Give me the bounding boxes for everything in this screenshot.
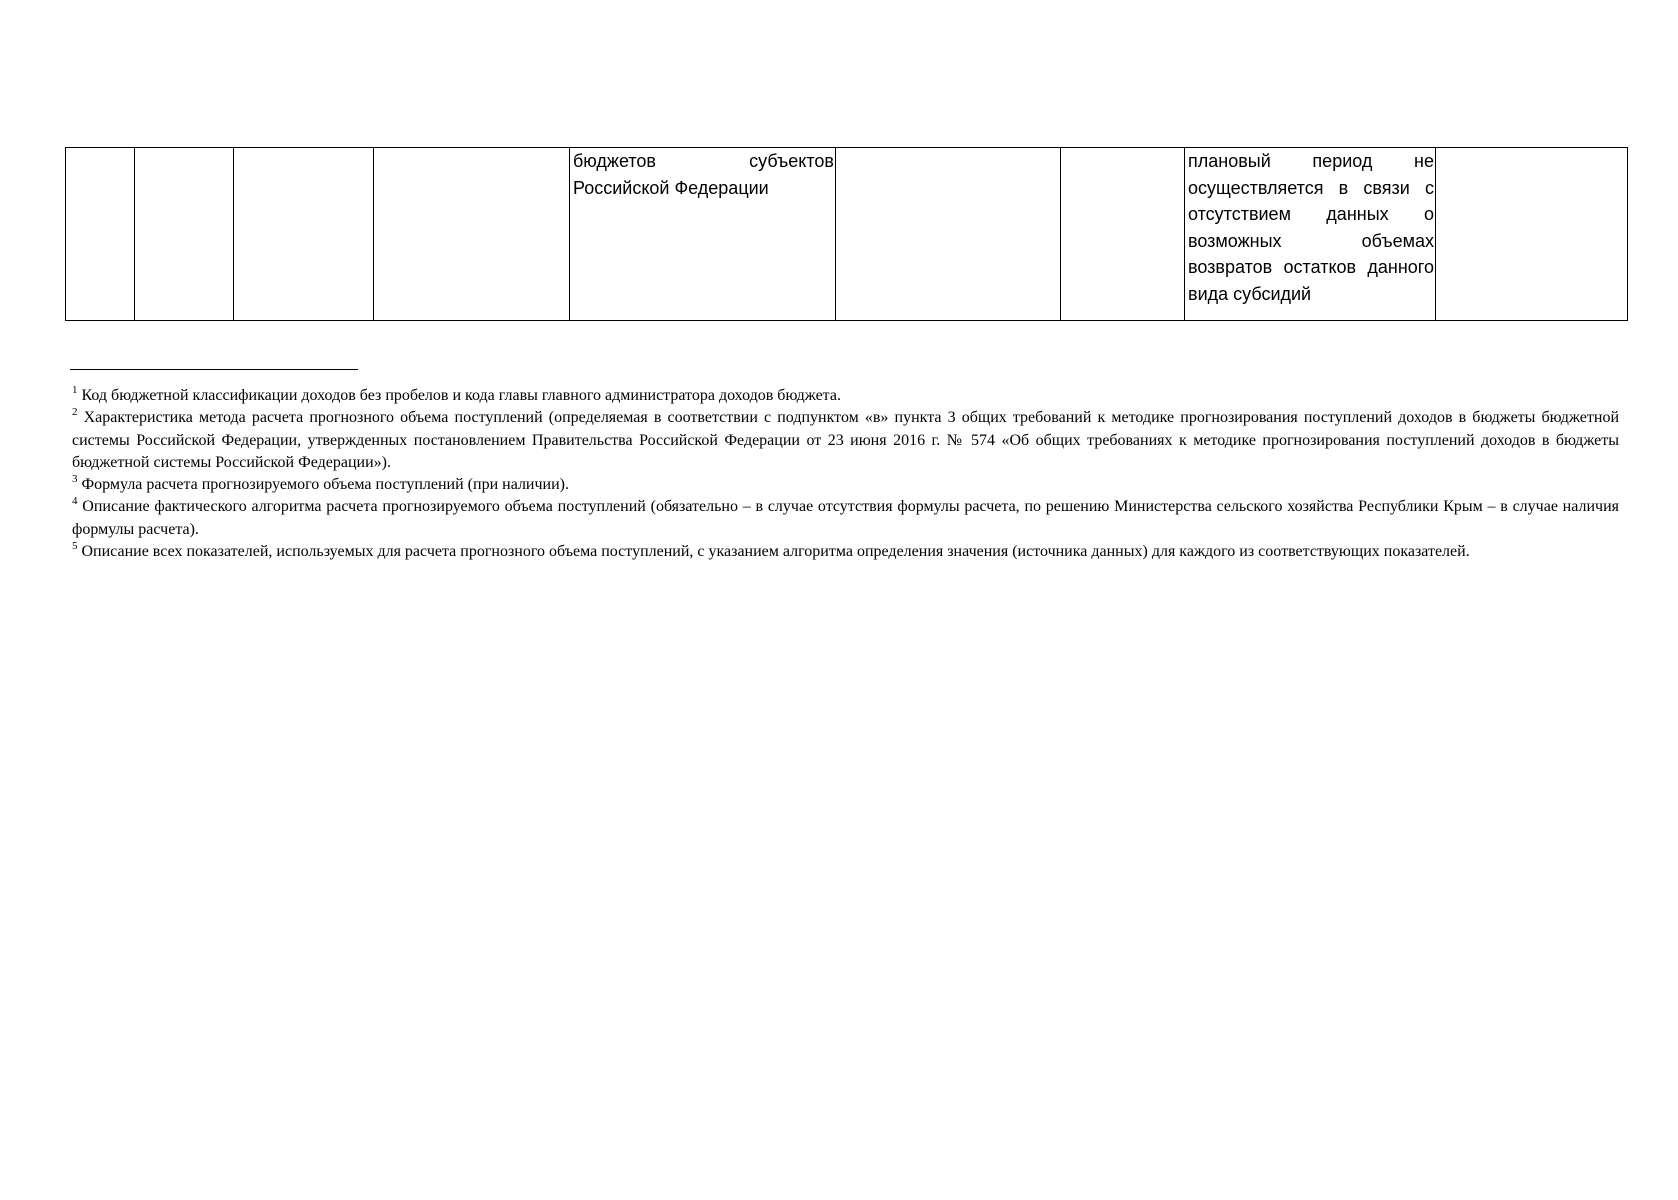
footnotes bbox=[72, 385, 1619, 563]
table-cell bbox=[570, 148, 836, 321]
footnote-1 bbox=[72, 385, 1619, 407]
cell-text-budgets: бюджетов субъектов Российской Федерации bbox=[573, 151, 834, 198]
footnote-4 bbox=[72, 496, 1619, 541]
table-cell bbox=[1061, 148, 1185, 321]
footnote-separator bbox=[70, 369, 358, 370]
footnote-mark: 4 bbox=[72, 495, 78, 508]
table-cell bbox=[66, 148, 135, 321]
footnote-text: Описание всех показателей, используемых для расчета прогнозного объема поступлений, с указанием алгоритма определения значения (источника данных) для каждого из соответствующих показателей. bbox=[81, 543, 1470, 561]
table-row bbox=[66, 148, 1628, 321]
footnote-text: Код бюджетной классификации доходов без пробелов и кода главы главного администратора доходов бюджета. bbox=[81, 387, 841, 404]
footnote-mark: 2 bbox=[72, 406, 78, 419]
table-cell bbox=[836, 148, 1061, 321]
footnote-text: Формула расчета прогнозируемого объема поступлений (при наличии). bbox=[81, 476, 569, 494]
footnote-text: Характеристика метода расчета прогнозного объема поступлений (определяемая в соответствии с подпунктом «в» пункта 3 общих требований к методике прогнозирования поступлений доходов в бюджеты бюджетной системы Российской Федерации, утвержденных постановлением Правительства Российской Федерации от 23 июня 2016 г. № 574 «Об общих требованиях к методике прогнозирования поступлений доходов в бюджеты бюджетной системы Российской Федерации»). bbox=[72, 409, 1619, 471]
footnote-mark: 5 bbox=[72, 540, 78, 553]
cell-text-planned-period: плановый период не осуществляется в связи с отсутствием данных о возможных объемах возвратов остатков данного вида субсидий bbox=[1188, 151, 1434, 304]
table-cell bbox=[1185, 148, 1436, 321]
footnote-mark: 3 bbox=[72, 473, 78, 486]
footnote-2 bbox=[72, 407, 1619, 474]
footnote-mark: 1 bbox=[72, 384, 78, 396]
table-cell bbox=[374, 148, 570, 321]
table-cell bbox=[1436, 148, 1628, 321]
footnote-text: Описание фактического алгоритма расчета прогнозируемого объема поступлений (обязательно – в случае отсутствия формулы расчета, по решению Министерства сельского хозяйства Республики Крым – в случае наличия формулы расчета). bbox=[72, 498, 1620, 538]
footnote-3 bbox=[72, 474, 1619, 496]
data-table bbox=[65, 147, 1628, 321]
table-cell bbox=[234, 148, 374, 321]
table-cell bbox=[135, 148, 234, 321]
footnote-5 bbox=[72, 541, 1619, 563]
